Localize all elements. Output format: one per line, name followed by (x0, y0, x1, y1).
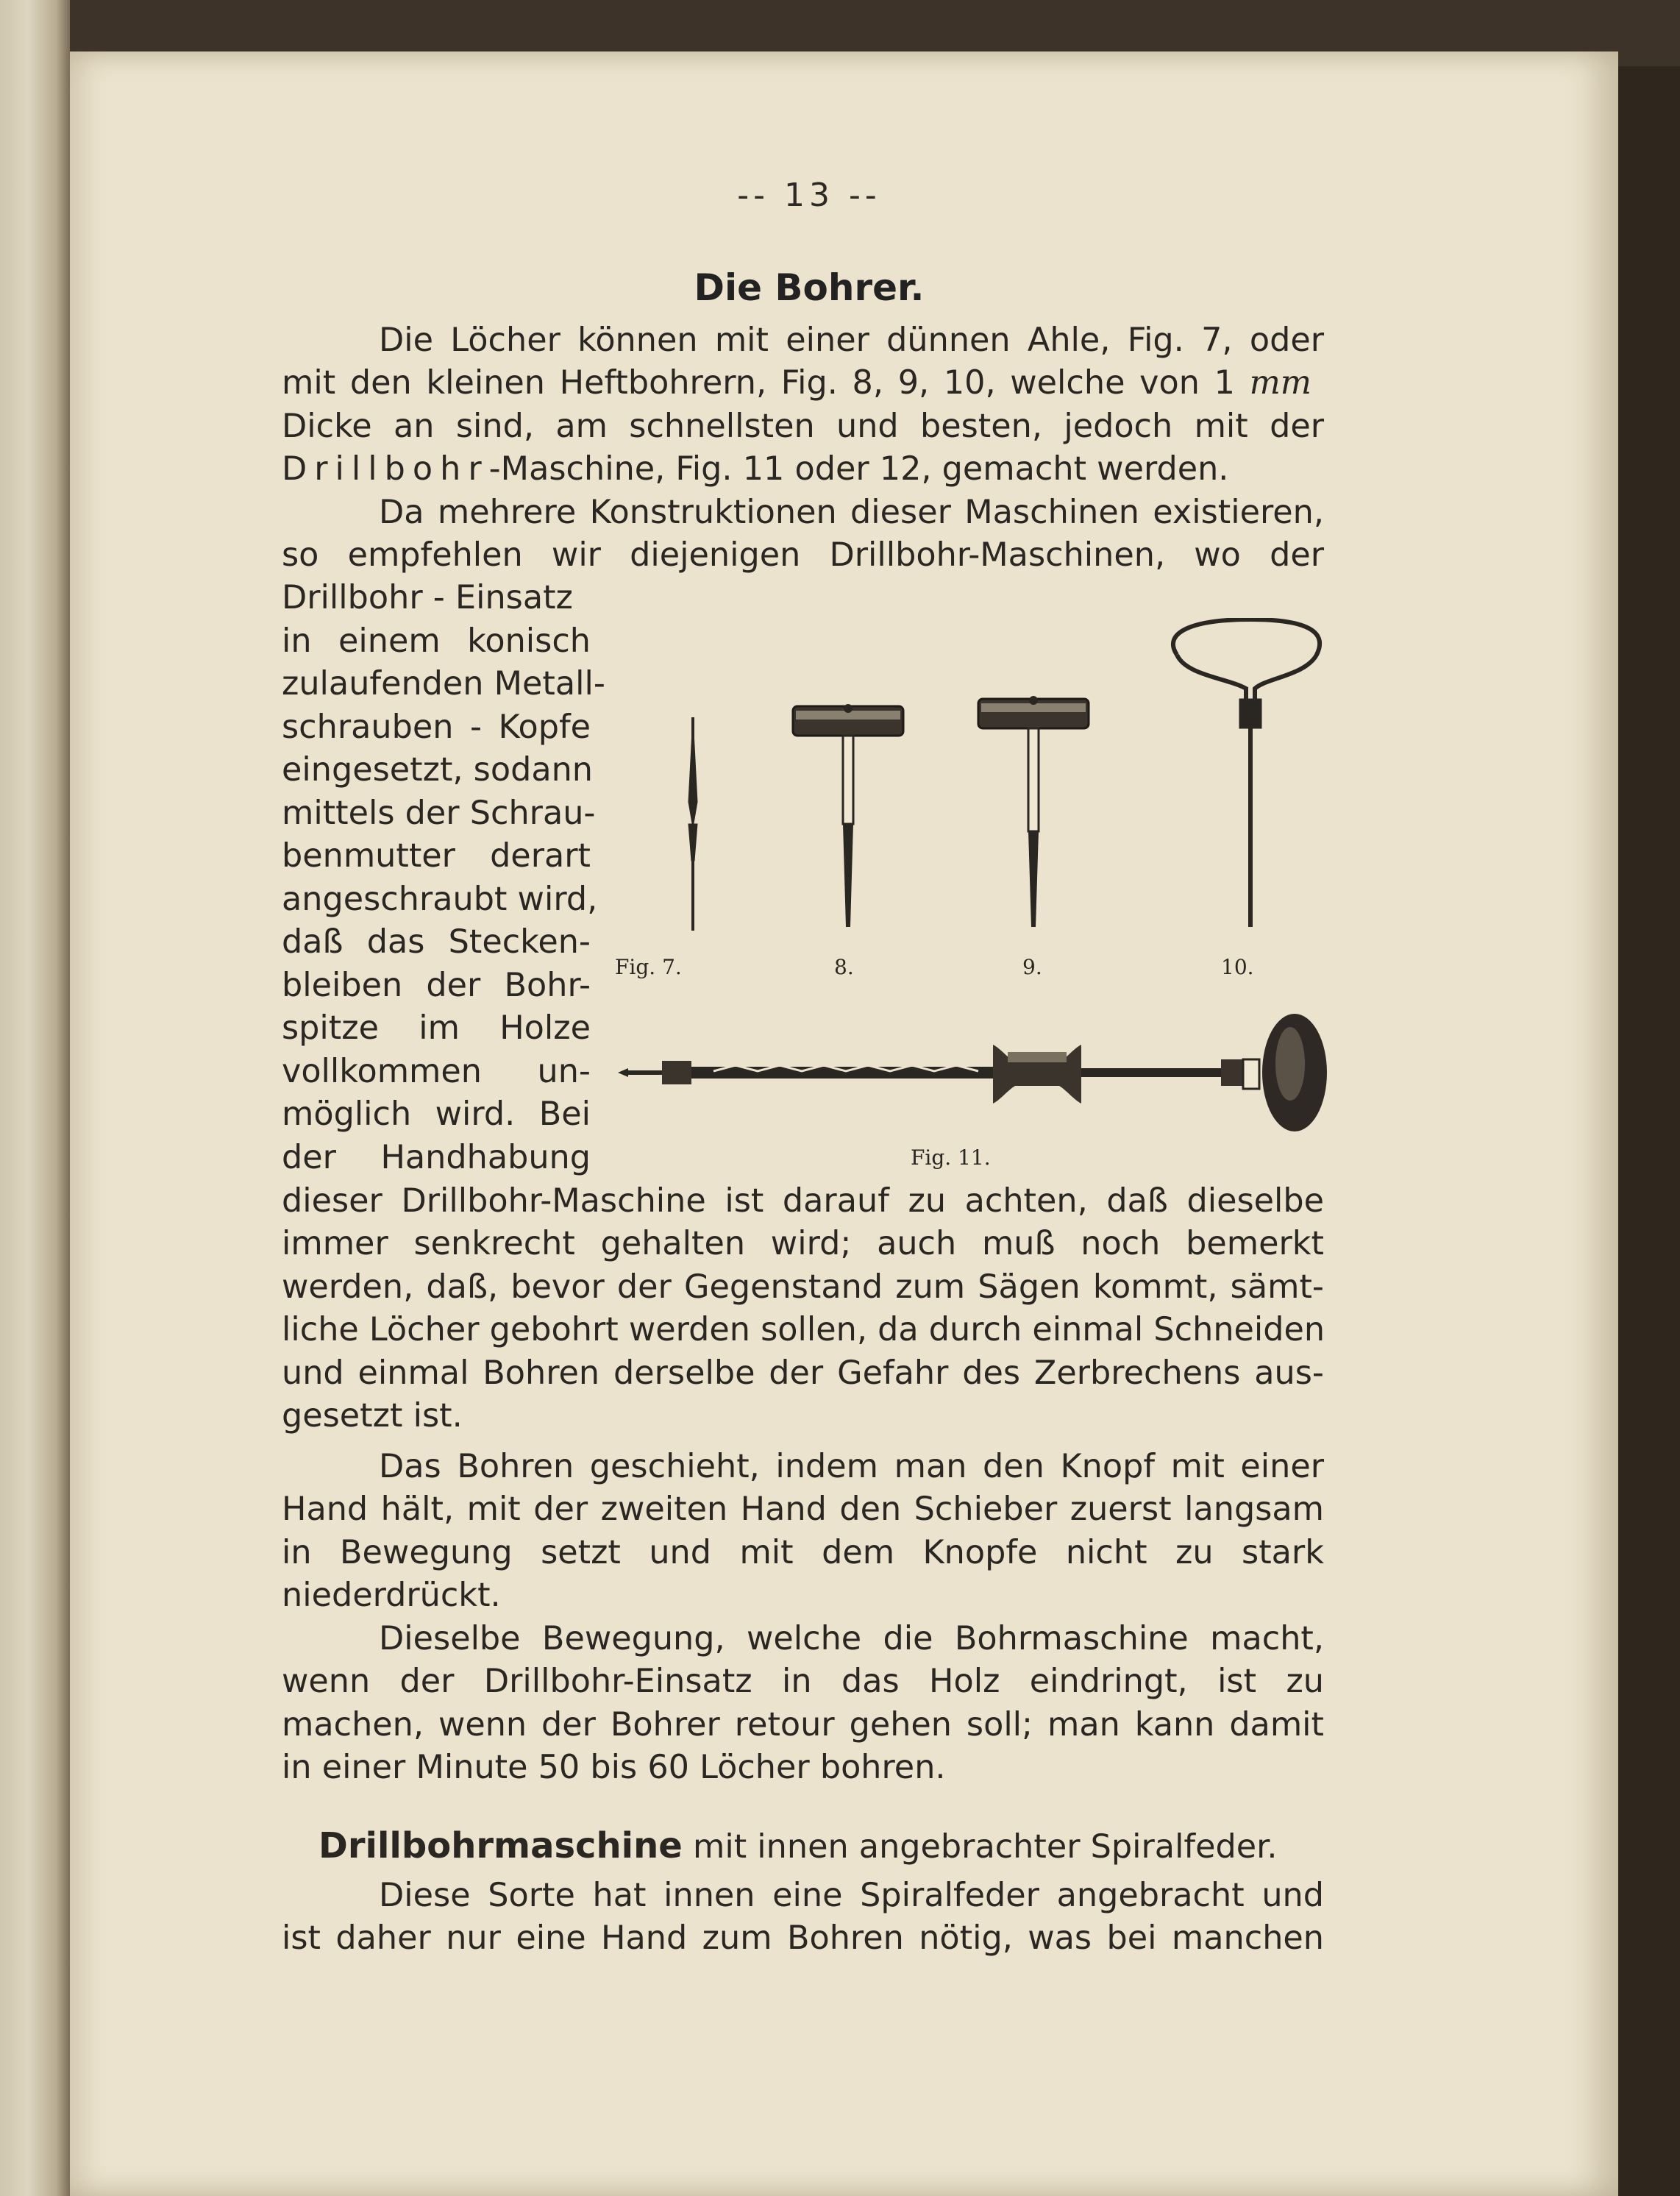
unit-mm: mm (1249, 364, 1311, 402)
text-line: gesetzt ist. (282, 1397, 463, 1435)
drill-machine-illustration (618, 1001, 1339, 1133)
text-line: schrauben - Kopfe (282, 708, 591, 746)
text-line: benmutter derart (282, 837, 591, 875)
text-line: Hand hält, mit der zweiten Hand den Schieber zuerst langsam (282, 1490, 1324, 1528)
text-line: in Bewegung setzt und mit dem Knopfe nicht zu stark (282, 1534, 1324, 1571)
text-line: so empfehlen wir diejenigen Drillbohr-Maschinen, wo der (282, 536, 1324, 574)
text-line: vollkommen un- (282, 1053, 591, 1090)
text-line: mittels der Schrau- (282, 795, 596, 832)
figure-label-10: 10. (1221, 955, 1254, 979)
text-line: eingesetzt, sodann (282, 751, 594, 789)
text-line: ist daher nur eine Hand zum Bohren nötig, was bei manchen (282, 1919, 1324, 1957)
gimlet-illustration-9 (978, 696, 1089, 927)
text-line: und einmal Bohren derselbe der Gefahr des Zerbrechens aus- (282, 1354, 1324, 1392)
awl-illustration (688, 717, 697, 931)
figure-label-7: Fig. 7. (615, 955, 682, 979)
text-line: werden, daß, bevor der Gegenstand zum Sägen kommt, sämt- (282, 1268, 1324, 1306)
text-line: wenn der Drillbohr-Einsatz in das Holz eindringt, ist zu (282, 1663, 1324, 1700)
text-line: zulaufenden Metall- (282, 665, 605, 703)
text-line: möglich wird. Bei (282, 1095, 591, 1133)
text-line: Das Bohren geschieht, indem man den Knopf mit einer (379, 1448, 1324, 1485)
text-line: spitze im Holze (282, 1009, 591, 1047)
text-line: Drillbohr - Einsatz (282, 579, 573, 616)
page-number: -- 13 -- (737, 177, 881, 214)
text-line: machen, wenn der Bohrer retour gehen soll; man kann damit (282, 1706, 1324, 1744)
text-line: Dieselbe Bewegung, welche die Bohrmaschine macht, (379, 1620, 1324, 1657)
gimlet-illustration-8 (793, 704, 903, 927)
text-line: dieser Drillbohr-Maschine ist darauf zu achten, daß dieselbe (282, 1182, 1324, 1220)
figure-label-8: 8. (834, 955, 854, 979)
text-line: liche Löcher gebohrt werden sollen, da durch einmal Schneiden (282, 1311, 1325, 1348)
book-spine (0, 0, 70, 2196)
text-line: angeschraubt wird, (282, 881, 598, 918)
text-line: daß das Stecken- (282, 923, 591, 961)
text-line: immer senkrecht gehalten wird; auch muß noch bemerkt (282, 1225, 1324, 1262)
figure-label-9: 9. (1022, 955, 1042, 979)
background-edge (1618, 66, 1680, 2196)
text-line: Die Löcher können mit einer dünnen Ahle, Fig. 7, oder (379, 321, 1324, 359)
text-line: der Handhabung (282, 1139, 591, 1176)
text-line: bleiben der Bohr- (282, 967, 591, 1004)
text-line: mit den kleinen Heftbohrern, Fig. 8, 9, 10, welche von 1 mm (282, 364, 1311, 402)
text-line: Dicke an sind, am schnellsten und besten, jedoch mit der (282, 408, 1324, 445)
text-line: Drillbohr-Maschine, Fig. 11 oder 12, gemacht werden. (282, 450, 1229, 488)
text-line: in einer Minute 50 bis 60 Löcher bohren. (282, 1749, 946, 1786)
text-line: Da mehrere Konstruktionen dieser Maschinen existieren, (379, 494, 1324, 531)
figure-label-11: Fig. 11. (911, 1145, 991, 1170)
figures-7-10 (662, 618, 1339, 949)
gimlet-illustration-10 (1173, 619, 1320, 927)
section-heading: Die Bohrer. (694, 266, 925, 309)
text-line: in einem konisch (282, 622, 591, 660)
text-line: niederdrückt. (282, 1577, 501, 1614)
text-line: Diese Sorte hat innen eine Spiralfeder angebracht und (379, 1877, 1324, 1914)
subsection-heading: Drillbohrmaschine mit innen angebrachter Spiralfeder. (318, 1825, 1278, 1866)
